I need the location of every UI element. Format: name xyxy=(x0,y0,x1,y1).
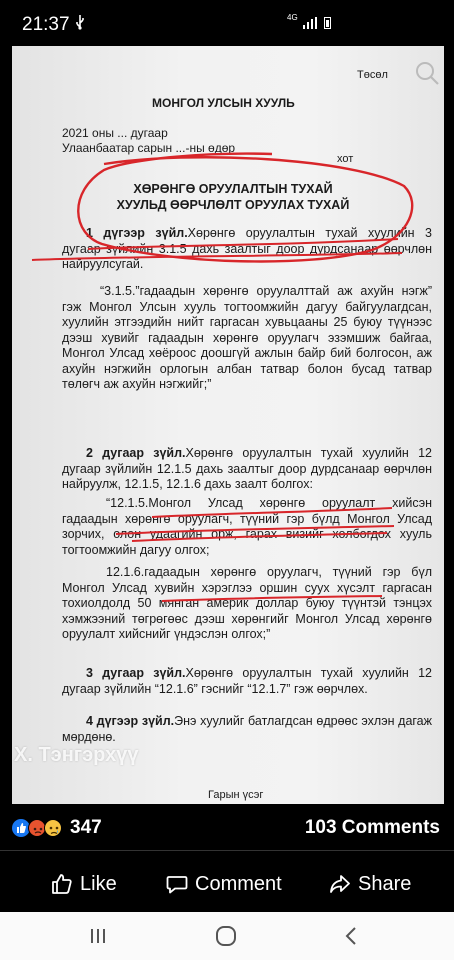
thumbs-up-icon xyxy=(50,872,74,896)
article-3 xyxy=(62,666,432,697)
status-bar xyxy=(0,0,454,46)
comment-button[interactable] xyxy=(165,871,282,897)
share-button[interactable] xyxy=(328,871,411,897)
city-label: хот xyxy=(337,153,354,165)
article-1-label: 1 дүгээр зүйл. xyxy=(86,226,188,240)
article-1-text: Хөрөнгө оруулалтын тухай хуулийн 3 дугаар зүйлийн 3.1.5 дахь заалтыг доор дурдсанаар өөрчлөн найруулсугай. xyxy=(62,226,432,271)
article-1-quote: “3.1.5.”гадаадын хөрөнгө оруулалттай аж ахуйн нэгж” гэж Монгол Улсын хууль тогтоомжийн дагуу байгуулагдсан, хуулийн этгээдийн нийт гаргасан хувьцааны 25 буюу түүнээс дээш хувийг гадаадын хөрөнгө оруулагч эзэмшиж байгаа, Монгол Улсад хөёроос доошгүй ажлын байр бий болгосон, аж ахуйн нэгжийн орлогын албан татвар болон бусад татвар төлөгч аж ахуйн нэгжийг;” xyxy=(62,284,432,391)
heading-1: ХӨРӨНГӨ ОРУУЛАЛТЫН ТУХАЙ xyxy=(133,182,333,196)
law-title: МОНГОЛ УЛСЫН ХУУЛЬ xyxy=(152,96,295,110)
battery-icon xyxy=(324,17,331,29)
place-line: Улаанбаатар сарын ...-ны өдөр xyxy=(62,141,236,155)
usb-icon xyxy=(74,14,86,34)
comments-count[interactable]: 103 Comments xyxy=(304,817,440,838)
clock: 21:37 xyxy=(22,14,70,35)
share-label: Share xyxy=(358,872,412,895)
post-actions xyxy=(0,850,454,912)
network-label: 4G xyxy=(287,13,298,22)
like-label: Like xyxy=(80,872,117,895)
article-2 xyxy=(62,446,432,493)
comment-label: Comment xyxy=(195,872,282,895)
reactions-row[interactable] xyxy=(0,804,454,850)
article-3-label: 3 дугаар зүйл. xyxy=(86,666,186,680)
date-line: 2021 оны ... дугаар xyxy=(62,126,168,140)
article-4 xyxy=(62,714,432,745)
article-2-text: Хөрөнгө оруулалтын тухай хуулийн 12 дугаар зүйлийн 12.1.5 дахь заалтыг доор дурдсанаар өөрчлөн найруулж, 12.1.5, 12.1.6 дахь заалт болгох: xyxy=(62,446,432,491)
post-image[interactable] xyxy=(12,46,444,804)
signature-label: Гарын үсэг xyxy=(208,789,264,801)
article-2-label: 2 дугаар зүйл. xyxy=(86,446,186,460)
heading-2: ХУУЛЬД ӨӨРЧЛӨЛТ ОРУУЛАХ ТУХАЙ xyxy=(116,198,350,212)
article-2-quote-1: “12.1.5.Монгол Улсад хөрөнгө оруулалт хийсэн гадаадын хөрөнгө оруулагч, түүний гэр бүлд Монгол Улсад зорчих, олон удаагийн орж, гарах визийг холбогдох хууль тогтоомжийн дагуу олгох; xyxy=(62,496,432,557)
comment-icon xyxy=(165,872,189,896)
search-icon[interactable] xyxy=(414,60,440,86)
article-4-text: Энэ хуулийг батлагдсан өдрөөс эхлэн дагаж мөрдөнө. xyxy=(62,714,432,744)
draft-label: Төсөл xyxy=(357,69,388,81)
system-nav-bar xyxy=(0,912,454,960)
like-button[interactable] xyxy=(50,871,117,897)
share-icon xyxy=(328,872,352,896)
recents-icon[interactable] xyxy=(84,922,112,950)
article-3-text: Хөрөнгө оруулалтын тухай хуулийн 12 дугаар зүйлийн “12.1.6” гэснийг “12.1.7” гэж өөрчлөх. xyxy=(62,666,432,696)
article-2-quote-2: 12.1.6.гадаадын хөрөнгө оруулагч, түүний гэр бүл Монгол Улсад хувийн хэрэглээ оршин суух хүсэлт гаргасан тохиолдолд 50 мянган америк доллар буюу түүнтэй тэнцэх хэмжээний төгрөгөөс дээш хөрөнгийг Монгол Улсад хөрөнгө оруулалт хийснийг үндэслэн олгох;” xyxy=(62,565,432,641)
reaction-count[interactable]: 347 xyxy=(70,817,102,838)
home-icon[interactable] xyxy=(212,922,240,950)
author-watermark: Х. Тэнгэрхүү xyxy=(14,744,139,766)
article-1 xyxy=(62,226,432,273)
sad-reaction-icon xyxy=(44,819,62,837)
signal-icon xyxy=(303,17,317,29)
back-icon[interactable] xyxy=(338,922,366,950)
article-4-label: 4 дүгээр зүйл. xyxy=(86,714,175,728)
